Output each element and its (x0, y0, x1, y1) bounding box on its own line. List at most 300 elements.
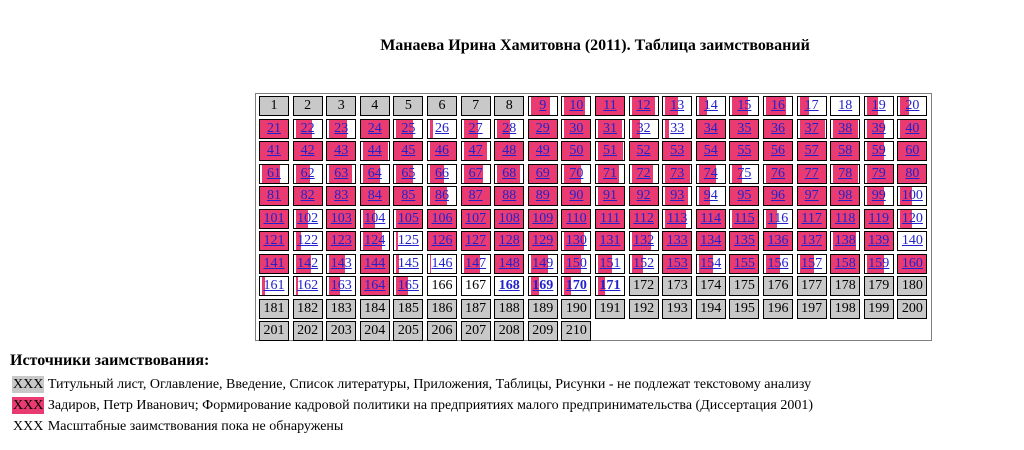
page-cell-18[interactable] (830, 96, 860, 116)
page-link[interactable]: 10 (569, 98, 584, 113)
page-cell-170[interactable] (561, 276, 591, 296)
page-link[interactable]: 51 (603, 143, 617, 158)
page-link[interactable]: 80 (905, 165, 920, 181)
page-cell-162[interactable] (293, 276, 323, 296)
page-cell-168[interactable] (494, 276, 524, 296)
page-cell-132[interactable] (629, 231, 659, 251)
page-cell-74[interactable] (696, 164, 726, 184)
page-cell-156[interactable] (763, 254, 793, 274)
page-cell-43[interactable] (326, 141, 356, 161)
page-cell-22[interactable] (293, 119, 323, 139)
page-cell-106[interactable] (427, 209, 457, 229)
page-link[interactable]: 152 (633, 255, 655, 271)
page-link[interactable]: 9 (539, 98, 547, 113)
page-link[interactable]: 160 (901, 255, 923, 271)
page-cell-164[interactable] (360, 276, 390, 296)
page-cell-84[interactable] (360, 186, 390, 206)
page-link[interactable]: 14 (703, 98, 718, 113)
page-cell-35[interactable] (729, 119, 759, 139)
page-cell-48[interactable] (494, 141, 524, 161)
page-cell-69[interactable] (528, 164, 558, 184)
page-link[interactable]: 163 (330, 278, 352, 293)
page-link[interactable]: 137 (801, 233, 823, 248)
page-link[interactable]: 114 (700, 210, 722, 226)
page-cell-50[interactable] (561, 141, 591, 161)
page-link[interactable]: 150 (565, 255, 587, 271)
page-link[interactable]: 22 (300, 120, 315, 136)
page-cell-127[interactable] (461, 231, 491, 251)
page-cell-25[interactable] (393, 119, 423, 139)
page-link[interactable]: 20 (905, 98, 920, 113)
page-cell-148[interactable] (494, 254, 524, 274)
page-link[interactable]: 110 (566, 210, 587, 226)
page-link[interactable]: 56 (771, 143, 785, 158)
page-link[interactable]: 28 (502, 120, 517, 136)
page-link[interactable]: 57 (804, 143, 819, 158)
page-cell-34[interactable] (696, 119, 726, 139)
page-link[interactable]: 76 (771, 165, 785, 181)
page-link[interactable]: 92 (636, 188, 651, 203)
page-link[interactable]: 94 (703, 188, 718, 203)
page-cell-117[interactable] (797, 209, 827, 229)
page-cell-119[interactable] (864, 209, 894, 229)
page-link[interactable]: 95 (737, 188, 752, 203)
page-cell-135[interactable] (729, 231, 759, 251)
page-cell-36[interactable] (763, 119, 793, 139)
page-cell-24[interactable] (360, 119, 390, 139)
page-link[interactable]: 11 (603, 98, 617, 113)
page-link[interactable]: 111 (600, 210, 620, 226)
page-link[interactable]: 53 (670, 143, 685, 158)
page-cell-54[interactable] (696, 141, 726, 161)
page-cell-151[interactable] (595, 254, 625, 274)
page-link[interactable]: 151 (599, 255, 621, 271)
page-link[interactable]: 34 (703, 120, 718, 136)
page-link[interactable]: 119 (868, 210, 890, 226)
page-link[interactable]: 49 (535, 143, 550, 158)
page-link[interactable]: 60 (905, 143, 920, 158)
page-cell-81[interactable] (259, 186, 289, 206)
page-link[interactable]: 36 (771, 120, 785, 136)
page-cell-126[interactable] (427, 231, 457, 251)
page-link[interactable]: 130 (565, 233, 587, 248)
page-link[interactable]: 71 (603, 165, 617, 181)
page-link[interactable]: 38 (838, 120, 853, 136)
page-cell-79[interactable] (864, 164, 894, 184)
page-cell-44[interactable] (360, 141, 390, 161)
page-cell-83[interactable] (326, 186, 356, 206)
page-cell-155[interactable] (729, 254, 759, 274)
page-cell-165[interactable] (393, 276, 423, 296)
page-link[interactable]: 162 (297, 278, 319, 293)
page-link[interactable]: 129 (532, 233, 554, 248)
page-cell-31[interactable] (595, 119, 625, 139)
page-link[interactable]: 46 (435, 143, 449, 158)
page-link[interactable]: 132 (633, 233, 655, 248)
page-cell-37[interactable] (797, 119, 827, 139)
page-cell-152[interactable] (629, 254, 659, 274)
page-cell-49[interactable] (528, 141, 558, 161)
page-link[interactable]: 18 (838, 98, 853, 113)
page-link[interactable]: 27 (468, 120, 483, 136)
page-cell-134[interactable] (696, 231, 726, 251)
page-link[interactable]: 98 (838, 188, 853, 203)
page-cell-11[interactable] (595, 96, 625, 116)
page-cell-163[interactable] (326, 276, 356, 296)
page-link[interactable]: 126 (431, 233, 453, 248)
page-link[interactable]: 90 (569, 188, 584, 203)
page-cell-133[interactable] (662, 231, 692, 251)
page-link[interactable]: 149 (532, 255, 554, 271)
page-link[interactable]: 161 (263, 278, 285, 293)
page-link[interactable]: 138 (834, 233, 856, 248)
page-cell-27[interactable] (461, 119, 491, 139)
page-cell-99[interactable] (864, 186, 894, 206)
page-link[interactable]: 127 (465, 233, 487, 248)
page-link[interactable]: 30 (569, 120, 584, 136)
page-cell-47[interactable] (461, 141, 491, 161)
page-link[interactable]: 82 (300, 188, 315, 203)
page-cell-75[interactable] (729, 164, 759, 184)
page-link[interactable]: 112 (633, 210, 654, 226)
page-link[interactable]: 54 (703, 143, 718, 158)
page-link[interactable]: 40 (905, 120, 920, 136)
page-link[interactable]: 101 (263, 210, 285, 226)
page-link[interactable]: 118 (834, 210, 856, 226)
page-cell-111[interactable] (595, 209, 625, 229)
page-link[interactable]: 33 (670, 120, 685, 136)
page-link[interactable]: 72 (636, 165, 651, 181)
page-cell-98[interactable] (830, 186, 860, 206)
page-link[interactable]: 145 (397, 255, 419, 271)
page-link[interactable]: 91 (603, 188, 617, 203)
page-link[interactable]: 85 (401, 188, 416, 203)
page-cell-33[interactable] (662, 119, 692, 139)
page-cell-65[interactable] (393, 164, 423, 184)
page-cell-21[interactable] (259, 119, 289, 139)
page-link[interactable]: 115 (734, 210, 755, 226)
page-link[interactable]: 58 (838, 143, 853, 158)
page-cell-94[interactable] (696, 186, 726, 206)
page-cell-63[interactable] (326, 164, 356, 184)
page-link[interactable]: 88 (502, 188, 517, 203)
page-cell-143[interactable] (326, 254, 356, 274)
page-link[interactable]: 136 (767, 233, 789, 248)
page-cell-58[interactable] (830, 141, 860, 161)
page-link[interactable]: 26 (435, 120, 449, 136)
page-cell-95[interactable] (729, 186, 759, 206)
page-cell-91[interactable] (595, 186, 625, 206)
page-cell-171[interactable] (595, 276, 625, 296)
page-link[interactable]: 74 (703, 165, 718, 181)
page-cell-129[interactable] (528, 231, 558, 251)
page-cell-130[interactable] (561, 231, 591, 251)
page-cell-102[interactable] (293, 209, 323, 229)
page-cell-16[interactable] (763, 96, 793, 116)
page-link[interactable]: 123 (330, 233, 352, 248)
page-cell-60[interactable] (897, 141, 927, 161)
page-link[interactable]: 62 (300, 165, 315, 181)
page-link[interactable]: 77 (804, 165, 819, 181)
page-link[interactable]: 97 (804, 188, 819, 203)
page-cell-145[interactable] (393, 254, 423, 274)
page-cell-147[interactable] (461, 254, 491, 274)
page-cell-29[interactable] (528, 119, 558, 139)
page-cell-78[interactable] (830, 164, 860, 184)
page-cell-158[interactable] (830, 254, 860, 274)
page-cell-120[interactable] (897, 209, 927, 229)
page-link[interactable]: 66 (435, 165, 449, 181)
page-cell-104[interactable] (360, 209, 390, 229)
page-cell-97[interactable] (797, 186, 827, 206)
page-link[interactable]: 100 (901, 188, 923, 203)
page-cell-73[interactable] (662, 164, 692, 184)
page-cell-39[interactable] (864, 119, 894, 139)
page-link[interactable]: 116 (767, 210, 789, 226)
page-cell-10[interactable] (561, 96, 591, 116)
page-link[interactable]: 171 (599, 278, 621, 293)
page-link[interactable]: 107 (465, 210, 487, 226)
page-link[interactable]: 140 (901, 233, 923, 248)
page-link[interactable]: 93 (670, 188, 685, 203)
page-cell-128[interactable] (494, 231, 524, 251)
page-cell-140[interactable] (897, 231, 927, 251)
page-link[interactable]: 134 (700, 233, 722, 248)
page-cell-125[interactable] (393, 231, 423, 251)
page-link[interactable]: 131 (599, 233, 621, 248)
page-link[interactable]: 12 (636, 98, 651, 113)
page-cell-17[interactable] (797, 96, 827, 116)
page-cell-80[interactable] (897, 164, 927, 184)
page-cell-82[interactable] (293, 186, 323, 206)
page-link[interactable]: 81 (267, 188, 281, 203)
page-link[interactable]: 89 (535, 188, 550, 203)
page-cell-131[interactable] (595, 231, 625, 251)
page-link[interactable]: 105 (397, 210, 419, 226)
page-link[interactable]: 52 (636, 143, 651, 158)
page-link[interactable]: 44 (367, 143, 382, 158)
page-cell-15[interactable] (729, 96, 759, 116)
page-cell-108[interactable] (494, 209, 524, 229)
page-cell-66[interactable] (427, 164, 457, 184)
page-link[interactable]: 124 (364, 233, 386, 248)
page-cell-23[interactable] (326, 119, 356, 139)
page-link[interactable]: 120 (901, 210, 923, 226)
page-cell-52[interactable] (629, 141, 659, 161)
page-link[interactable]: 31 (603, 120, 617, 136)
page-link[interactable]: 23 (334, 120, 349, 136)
page-cell-19[interactable] (864, 96, 894, 116)
page-link[interactable]: 142 (297, 255, 319, 271)
page-link[interactable]: 16 (771, 98, 785, 113)
page-link[interactable]: 168 (498, 278, 520, 293)
page-link[interactable]: 157 (801, 255, 823, 271)
page-link[interactable]: 45 (401, 143, 416, 158)
page-cell-116[interactable] (763, 209, 793, 229)
page-link[interactable]: 125 (397, 233, 419, 248)
page-cell-153[interactable] (662, 254, 692, 274)
page-cell-32[interactable] (629, 119, 659, 139)
page-link[interactable]: 96 (771, 188, 785, 203)
page-cell-9[interactable] (528, 96, 558, 116)
page-link[interactable]: 84 (367, 188, 382, 203)
page-cell-141[interactable] (259, 254, 289, 274)
page-link[interactable]: 35 (737, 120, 752, 136)
page-cell-62[interactable] (293, 164, 323, 184)
page-cell-137[interactable] (797, 231, 827, 251)
page-cell-28[interactable] (494, 119, 524, 139)
page-cell-109[interactable] (528, 209, 558, 229)
page-cell-59[interactable] (864, 141, 894, 161)
page-cell-76[interactable] (763, 164, 793, 184)
page-link[interactable]: 117 (801, 210, 822, 226)
page-link[interactable]: 155 (733, 255, 755, 271)
page-link[interactable]: 103 (330, 210, 352, 226)
page-cell-93[interactable] (662, 186, 692, 206)
page-cell-159[interactable] (864, 254, 894, 274)
page-cell-46[interactable] (427, 141, 457, 161)
page-link[interactable]: 121 (263, 233, 285, 248)
page-link[interactable]: 87 (468, 188, 483, 203)
page-link[interactable]: 156 (767, 255, 789, 271)
page-cell-107[interactable] (461, 209, 491, 229)
page-link[interactable]: 67 (468, 165, 483, 181)
page-link[interactable]: 43 (334, 143, 349, 158)
page-link[interactable]: 50 (569, 143, 584, 158)
page-link[interactable]: 37 (804, 120, 819, 136)
page-link[interactable]: 75 (737, 165, 752, 181)
page-cell-56[interactable] (763, 141, 793, 161)
page-link[interactable]: 86 (435, 188, 449, 203)
page-link[interactable]: 109 (532, 210, 554, 226)
page-link[interactable]: 17 (804, 98, 819, 113)
page-link[interactable]: 69 (535, 165, 550, 181)
page-cell-122[interactable] (293, 231, 323, 251)
page-cell-26[interactable] (427, 119, 457, 139)
page-cell-38[interactable] (830, 119, 860, 139)
page-cell-136[interactable] (763, 231, 793, 251)
page-cell-101[interactable] (259, 209, 289, 229)
page-link[interactable]: 48 (502, 143, 517, 158)
page-link[interactable]: 153 (666, 255, 688, 271)
page-link[interactable]: 147 (465, 255, 487, 271)
page-link[interactable]: 64 (367, 165, 382, 181)
page-cell-105[interactable] (393, 209, 423, 229)
page-link[interactable]: 73 (670, 165, 685, 181)
page-link[interactable]: 32 (636, 120, 651, 136)
page-link[interactable]: 79 (871, 165, 886, 181)
page-cell-115[interactable] (729, 209, 759, 229)
page-cell-12[interactable] (629, 96, 659, 116)
page-cell-160[interactable] (897, 254, 927, 274)
page-cell-14[interactable] (696, 96, 726, 116)
page-link[interactable]: 70 (569, 165, 584, 181)
page-link[interactable]: 41 (267, 143, 281, 158)
page-cell-118[interactable] (830, 209, 860, 229)
page-cell-149[interactable] (528, 254, 558, 274)
page-link[interactable]: 47 (468, 143, 483, 158)
page-link[interactable]: 55 (737, 143, 752, 158)
page-cell-100[interactable] (897, 186, 927, 206)
page-cell-45[interactable] (393, 141, 423, 161)
page-cell-169[interactable] (528, 276, 558, 296)
page-cell-89[interactable] (528, 186, 558, 206)
page-cell-92[interactable] (629, 186, 659, 206)
page-link[interactable]: 106 (431, 210, 453, 226)
page-link[interactable]: 19 (871, 98, 886, 113)
page-link[interactable]: 65 (401, 165, 416, 181)
page-link[interactable]: 42 (300, 143, 315, 158)
page-cell-121[interactable] (259, 231, 289, 251)
page-cell-138[interactable] (830, 231, 860, 251)
page-cell-85[interactable] (393, 186, 423, 206)
page-cell-86[interactable] (427, 186, 457, 206)
page-link[interactable]: 165 (397, 278, 419, 293)
page-cell-142[interactable] (293, 254, 323, 274)
page-cell-146[interactable] (427, 254, 457, 274)
page-link[interactable]: 83 (334, 188, 349, 203)
page-cell-68[interactable] (494, 164, 524, 184)
page-link[interactable]: 146 (431, 255, 453, 271)
page-link[interactable]: 59 (871, 143, 886, 158)
page-link[interactable]: 169 (532, 278, 554, 293)
page-cell-123[interactable] (326, 231, 356, 251)
page-link[interactable]: 63 (334, 165, 349, 181)
page-link[interactable]: 122 (297, 233, 319, 248)
page-cell-51[interactable] (595, 141, 625, 161)
page-link[interactable]: 39 (871, 120, 886, 136)
page-cell-20[interactable] (897, 96, 927, 116)
page-link[interactable]: 102 (297, 210, 319, 226)
page-cell-13[interactable] (662, 96, 692, 116)
page-cell-67[interactable] (461, 164, 491, 184)
page-link[interactable]: 108 (498, 210, 520, 226)
page-cell-40[interactable] (897, 119, 927, 139)
page-cell-71[interactable] (595, 164, 625, 184)
page-cell-154[interactable] (696, 254, 726, 274)
page-link[interactable]: 148 (498, 255, 520, 271)
page-cell-161[interactable] (259, 276, 289, 296)
page-link[interactable]: 61 (267, 165, 281, 181)
page-link[interactable]: 139 (868, 233, 890, 248)
page-cell-150[interactable] (561, 254, 591, 274)
page-link[interactable]: 21 (267, 120, 281, 136)
page-cell-88[interactable] (494, 186, 524, 206)
page-link[interactable]: 15 (737, 98, 752, 113)
page-link[interactable]: 141 (263, 255, 285, 271)
page-link[interactable]: 135 (733, 233, 755, 248)
page-link[interactable]: 13 (670, 98, 685, 113)
page-cell-139[interactable] (864, 231, 894, 251)
page-cell-57[interactable] (797, 141, 827, 161)
page-cell-114[interactable] (696, 209, 726, 229)
page-cell-144[interactable] (360, 254, 390, 274)
page-cell-110[interactable] (561, 209, 591, 229)
page-cell-61[interactable] (259, 164, 289, 184)
page-link[interactable]: 68 (502, 165, 517, 181)
page-link[interactable]: 154 (700, 255, 722, 271)
page-cell-30[interactable] (561, 119, 591, 139)
page-link[interactable]: 78 (838, 165, 853, 181)
page-cell-64[interactable] (360, 164, 390, 184)
page-link[interactable]: 144 (364, 255, 386, 271)
page-cell-42[interactable] (293, 141, 323, 161)
page-link[interactable]: 133 (666, 233, 688, 248)
page-cell-157[interactable] (797, 254, 827, 274)
page-link[interactable]: 25 (401, 120, 416, 136)
page-cell-53[interactable] (662, 141, 692, 161)
page-cell-55[interactable] (729, 141, 759, 161)
